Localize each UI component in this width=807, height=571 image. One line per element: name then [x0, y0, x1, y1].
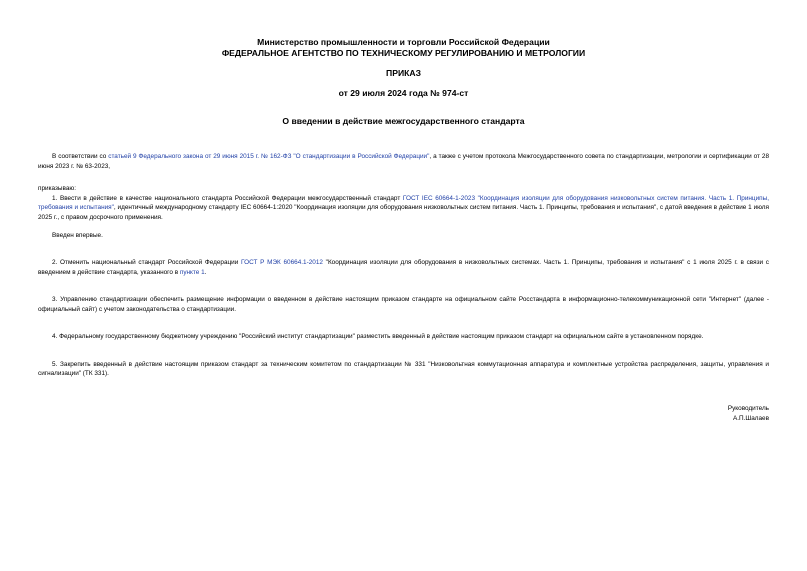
- item-1-paragraph: [38, 194, 769, 223]
- preamble-paragraph: [38, 152, 769, 171]
- item-5-paragraph: 5. Закрепить введенный в действие настоящим приказом стандарт за техническим комитетом по стандартизации № 331 "Низковольтная коммутационная аппаратура и комплектные устройства распределения, защиты, управления и сигнализации" (ТК 331).: [38, 360, 769, 377]
- signature-position: Руководитель: [727, 405, 769, 412]
- item-1-reference-link[interactable]: пункте 1: [179, 268, 205, 276]
- order-word: приказываю:: [38, 185, 76, 192]
- agency-heading: ФЕДЕРАЛЬНОЕ АГЕНТСТВО ПО ТЕХНИЧЕСКОМУ РЕГУЛИРОВАНИЮ И МЕТРОЛОГИИ: [221, 48, 586, 58]
- item-1-text: 1. Ввести в действие в качестве национального стандарта Российской Федерации межгосударственный стандарт: [52, 194, 403, 202]
- ministry-heading: Министерство промышленности и торговли Российской Федерации: [257, 37, 550, 47]
- item-2-text: 2. Отменить национальный стандарт Российской Федерации: [52, 259, 242, 266]
- gost-iec-link[interactable]: ГОСТ IEC 60664-1-2023 "Координация изоляции для оборудования низковольтных систем питания. Часть 1. Принципы, требования и испытания": [38, 194, 769, 211]
- item-2-paragraph: [38, 258, 769, 277]
- item-4-paragraph: 4. Федеральному государственному бюджетному учреждению "Российский институт стандартизации" разместить введенный в действие настоящим приказом стандарт на официальном сайте в установленном порядке.: [52, 333, 704, 340]
- item-3-paragraph: 3. Управлению стандартизации обеспечить размещение информации о введенном в действие настоящим приказом стандарте на официальном сайте Росстандарта в информационно-телекоммуникационной сети "Интернет" (далее - официальный сайт) с учетом законодательства о стандартизации.: [38, 296, 769, 313]
- item-2-text-cont: "Координация изоляции для оборудования в низковольтных системах. Часть 1. Принципы, требования и испытания" с 1 июля 2025 г. в связи с введением в действие стандарта, указанного в: [38, 259, 770, 276]
- date-number-heading: от 29 июля 2024 года № 974-ст: [338, 88, 469, 98]
- document-body: [38, 152, 769, 379]
- signature-name: А.П.Шалаев: [732, 415, 769, 422]
- law-article-link[interactable]: статьей 9 Федерального закона от 29 июня 2015 г. № 162-ФЗ "О стандартизации в Российской Федерации": [108, 153, 430, 160]
- item-2-text-end: .: [204, 268, 207, 276]
- preamble-text-cont: , а также с учетом протокола Межгосударственного совета по стандартизации, метрологии и сертификации от 28 июня 2023 г. № 63-2023,: [38, 153, 769, 170]
- introduced-note: Введен впервые.: [52, 231, 103, 239]
- document-title: О введении в действие межгосударственного стандарта: [282, 116, 525, 126]
- gost-r-mek-link[interactable]: ГОСТ Р МЭК 60664.1-2012: [241, 259, 323, 266]
- preamble-text: В соответствии со: [52, 153, 109, 160]
- item-1-text-cont: , идентичный международному стандарту IEC 60664-1:2020 "Координация изоляции для оборудования низковольтных систем питания. Часть 1. Принципы, требования и испытания", с датой введения в действие 1 июля 2025 г., с правом досрочного применения.: [38, 204, 769, 221]
- doc-type-heading: ПРИКАЗ: [386, 68, 421, 78]
